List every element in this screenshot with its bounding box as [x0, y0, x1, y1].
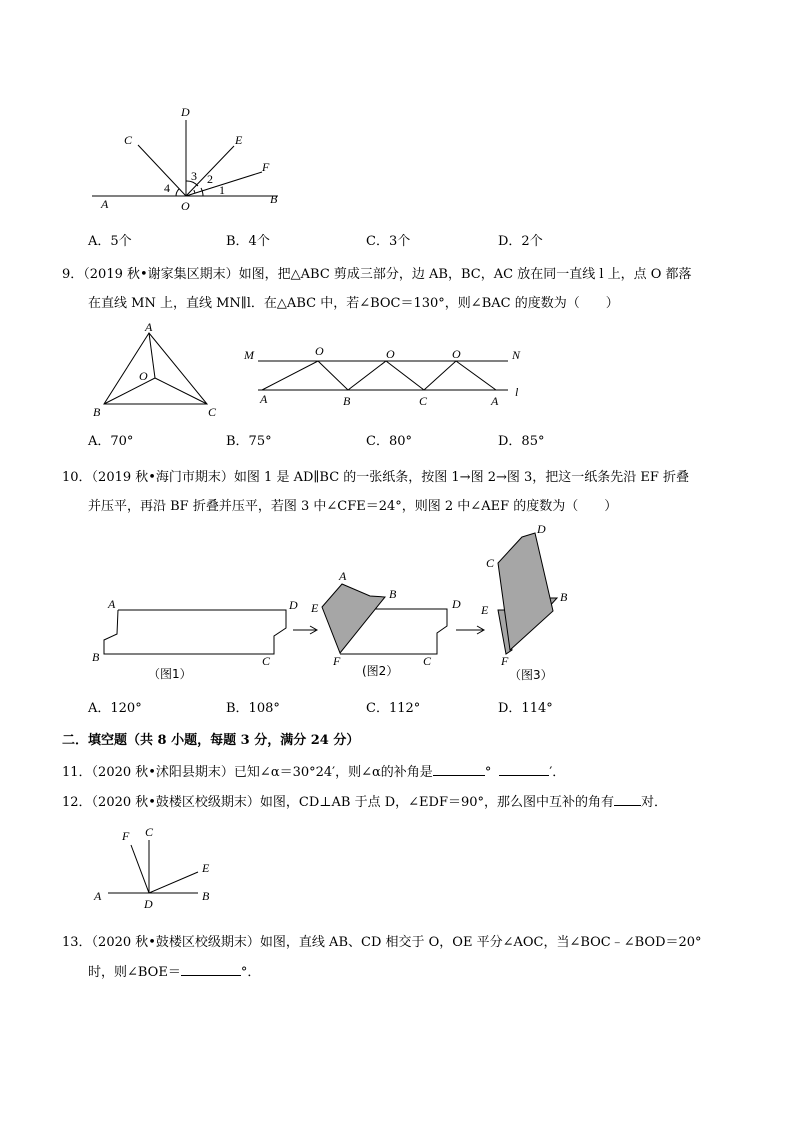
q13-text-line2: 时，则∠BOE＝ °． — [88, 965, 261, 980]
strip-label-O1: O — [315, 344, 324, 358]
q10-text-line2: 并压平，再沿 BF 折叠并压平，若图 3 中∠CFE＝24°，则图 2 中∠AEF 的度数为（ ） — [88, 499, 618, 514]
strip-label-A1: A — [260, 392, 268, 406]
q10-option-c: C．112° — [366, 701, 421, 716]
q12-text: 12．（2020 秋•鼓楼区校级期末）如图，CD⊥AB 于点 D，∠EDF＝90°，那么图中互补的角有 对． — [62, 795, 668, 810]
strip-label-A2: A — [491, 394, 499, 408]
q9-option-d: D．85° — [498, 434, 545, 449]
q12-label-A: A — [94, 889, 102, 903]
fig2-label-C: C — [423, 654, 432, 668]
section-heading-fill-in: 二．填空题（共 8 小题，每题 3 分，满分 24 分） — [62, 733, 360, 748]
label-C: C — [124, 133, 133, 147]
fig1-label-D: D — [289, 598, 298, 612]
q8-option-a: A．5个 — [88, 234, 132, 249]
tri-label-B: B — [93, 405, 101, 419]
label-E: E — [235, 133, 243, 147]
label-O: O — [181, 199, 190, 213]
ray-DF — [131, 845, 149, 893]
tri-label-C: C — [208, 405, 217, 419]
angle-label-4: 4 — [164, 181, 170, 195]
caption-fig3: （图3） — [509, 668, 553, 682]
fig3-label-F: F — [501, 654, 509, 668]
q13-text-line1: 13．（2020 秋•鼓楼区校级期末）如图，直线 AB、CD 相交于 O，OE 平分∠AOC，当∠BOC﹣∠BOD＝20° — [62, 935, 702, 950]
fig2-label-F: F — [333, 654, 341, 668]
q10-option-d: D．114° — [498, 701, 553, 716]
fig2-label-B: B — [389, 587, 397, 601]
q10-option-a: A．120° — [88, 701, 142, 716]
q9-option-b: B．75° — [226, 434, 272, 449]
q10-text-line1: 10．（2019 秋•海门市期末）如图 1 是 AD∥BC 的一张纸条，按图 1→图 2→图 3，把这一纸条先沿 EF 折叠 — [62, 470, 690, 485]
fig3-label-B: B — [560, 590, 568, 604]
strip-label-N: N — [512, 348, 521, 362]
label-B: B — [270, 192, 278, 206]
q9-text-line1: 9．（2019 秋•谢家集区期末）如图，把△ABC 剪成三部分，边 AB，BC，AC 放在同一直线 l 上，点 O 都落 — [62, 267, 692, 282]
angle-label-1: 1 — [219, 183, 225, 197]
caption-fig2: (图2） — [362, 664, 399, 678]
q12-label-E: E — [202, 861, 210, 875]
label-F: F — [262, 160, 270, 174]
strip-label-M: M — [244, 348, 254, 362]
angle-label-3: 3 — [191, 169, 197, 183]
ray-DE — [149, 872, 198, 893]
q8-option-c: C．3个 — [366, 234, 411, 249]
label-D: D — [181, 105, 190, 119]
fig2-label-E: E — [311, 601, 319, 615]
q12-label-F: F — [122, 829, 130, 843]
strip-label-B: B — [343, 394, 351, 408]
q12-label-D: D — [144, 897, 153, 911]
angle-label-2: 2 — [207, 172, 213, 186]
q8-option-b: B．4个 — [226, 234, 270, 249]
q11-text: 11．（2020 秋•沭阳县期末）已知∠α＝30°24′，则∠α的补角是 ° ′． — [62, 765, 566, 780]
q9-option-c: C．80° — [366, 434, 412, 449]
fig3-label-C: C — [486, 556, 495, 570]
fig1-label-C: C — [262, 654, 271, 668]
q8-option-d: D．2个 — [498, 234, 543, 249]
tri-label-O: O — [139, 369, 148, 383]
strip-label-l: l — [515, 385, 519, 399]
strip-label-O2: O — [386, 347, 395, 361]
fig1-label-B: B — [92, 650, 100, 664]
strip-label-C: C — [419, 394, 428, 408]
fig1-label-A: A — [108, 597, 116, 611]
strip-label-O3: O — [452, 347, 461, 361]
q10-option-b: B．108° — [226, 701, 280, 716]
q9-text-line2: 在直线 MN 上，直线 MN∥l．在△ABC 中，若∠BOC＝130°，则∠BAC 的度数为（ ） — [88, 296, 619, 311]
q12-label-B: B — [202, 889, 210, 903]
q13-blank[interactable] — [181, 963, 241, 976]
tri-label-A: A — [145, 320, 153, 334]
fig3-label-D: D — [537, 522, 546, 536]
fig2-label-D: D — [452, 597, 461, 611]
caption-fig1: （图1） — [148, 667, 192, 681]
q12-label-C: C — [145, 825, 154, 839]
label-A: A — [101, 197, 109, 211]
fig2-label-A: A — [339, 569, 347, 583]
fig3-label-E: E — [481, 603, 489, 617]
q9-option-a: A．70° — [88, 434, 134, 449]
